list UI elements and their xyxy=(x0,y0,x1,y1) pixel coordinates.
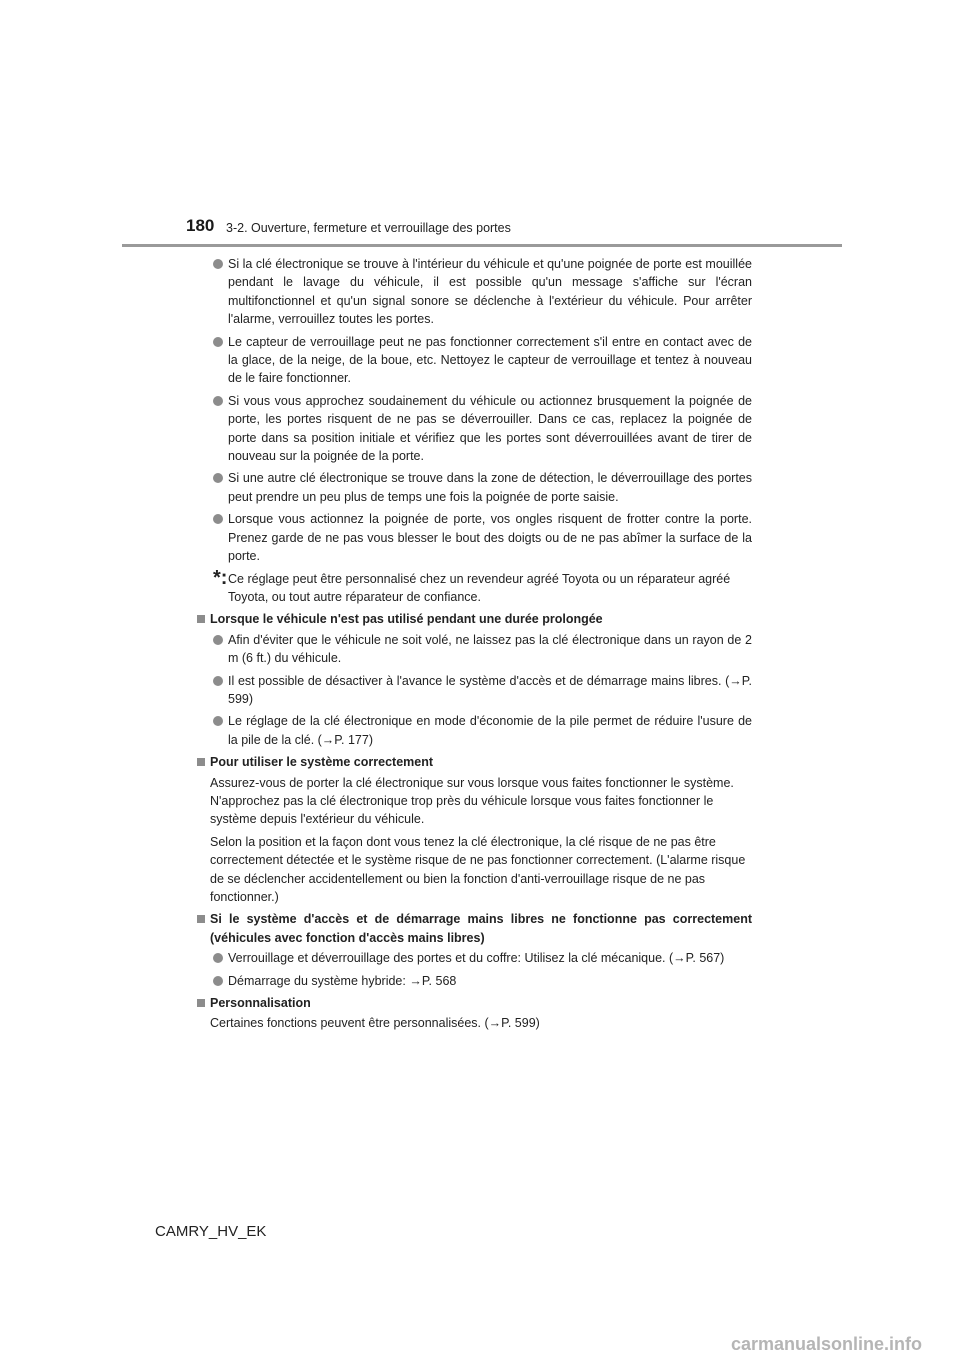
list-item: Verrouillage et déverrouillage des portes et du coffre: Utilisez la clé mécanique. (→P. 567) xyxy=(210,949,752,967)
section-heading-malfunction: Si le système d'accès et de démarrage mains libres ne fonctionne pas correctement (véhicules avec fonction d'accès mains libres) xyxy=(197,910,752,947)
paragraph: Certaines fonctions peuvent être personnalisées. (→P. 599) xyxy=(210,1016,540,1031)
page-content xyxy=(210,255,752,1037)
square-bullet-icon xyxy=(197,758,205,766)
bullet-icon xyxy=(213,953,223,963)
list-item: Le réglage de la clé électronique en mode d'économie de la pile permet de réduire l'usure de la pile de la clé. (→P. 177) xyxy=(210,712,752,749)
bullet-icon xyxy=(213,716,223,726)
watermark: carmanualsonline.info xyxy=(730,1334,922,1354)
section-heading-personalization: Personnalisation xyxy=(197,994,752,1012)
bullet-icon xyxy=(213,676,223,686)
list-item: Si une autre clé électronique se trouve dans la zone de détection, le déverrouillage des portes peut prendre un peu plus de temps une fois la poignée de porte saisie. xyxy=(210,469,752,506)
section-heading-long-unused: Lorsque le véhicule n'est pas utilisé pendant une durée prolongée xyxy=(197,610,752,628)
footnote-marker: *: xyxy=(213,566,228,589)
page-number: 180 xyxy=(186,216,215,235)
bullet-icon xyxy=(213,976,223,986)
list-item: Si vous vous approchez soudainement du véhicule ou actionnez brusquement la poignée de porte, les portes risquent de ne pas se déverrouiller. Dans ce cas, replacez la poignée de porte dans sa position initiale et vérifiez que les portes sont déverrouillées avant de tirer de nouveau sur la poignée de la porte. xyxy=(210,392,752,466)
bullet-icon xyxy=(213,635,223,645)
section-heading-correct-use: Pour utiliser le système correctement xyxy=(197,753,752,771)
paragraph: Selon la position et la façon dont vous tenez la clé électronique, la clé risque de ne pas être correctement détectée et le système risque de ne pas fonctionner correctement. (L'alarme risque de se déclencher accidentellement ou bien la fonction d'anti-verrouillage risque de ne pas fonctionner.) xyxy=(210,834,746,904)
square-bullet-icon xyxy=(197,615,205,623)
section-title: 3-2. Ouverture, fermeture et verrouillage des portes xyxy=(226,221,511,235)
list-item: Démarrage du système hybride: →P. 568 xyxy=(210,972,752,990)
footnote-text: Ce réglage peut être personnalisé chez un revendeur agréé Toyota ou un réparateur agréé Toyota, ou tout autre réparateur de confiance. xyxy=(228,571,731,604)
header-divider xyxy=(122,244,842,247)
bullet-icon xyxy=(213,337,223,347)
footnote xyxy=(210,566,752,607)
bullet-icon xyxy=(213,396,223,406)
bullet-icon xyxy=(213,259,223,269)
list-item: Il est possible de désactiver à l'avance le système d'accès et de démarrage mains libres. (→P. 599) xyxy=(210,672,752,709)
list-item: Afin d'éviter que le véhicule ne soit volé, ne laissez pas la clé électronique dans un rayon de 2 m (6 ft.) du véhicule. xyxy=(210,631,752,668)
bullet-icon xyxy=(213,473,223,483)
bullet-icon xyxy=(213,514,223,524)
list-item: Si la clé électronique se trouve à l'intérieur du véhicule et qu'une poignée de porte est mouillée pendant le lavage du véhicule, il est possible qu'un message s'affiche sur l'écran multifonctionnel et qu'un signal sonore se déclenche à l'extérieur du véhicule. Pour arrêter l'alarme, verrouillez toutes les portes. xyxy=(210,255,752,329)
square-bullet-icon xyxy=(197,915,205,923)
square-bullet-icon xyxy=(197,999,205,1007)
list-item: Le capteur de verrouillage peut ne pas fonctionner correctement s'il entre en contact avec de la glace, de la neige, de la boue, etc. Nettoyez le capteur de verrouillage et tentez à nouveau de le faire fonctionner. xyxy=(210,333,752,388)
paragraph: Assurez-vous de porter la clé électronique sur vous lorsque vous faites fonctionner le système. N'approchez pas la clé électronique trop près du véhicule lorsque vous faites fonctionner le système depuis l'extérieur du véhicule. xyxy=(210,775,734,827)
list-item: Lorsque vous actionnez la poignée de porte, vos ongles risquent de frotter contre la porte. Prenez garde de ne pas vous blesser le bout des doigts ou de ne pas abîmer la surface de la porte. xyxy=(210,510,752,565)
model-code: CAMRY_HV_EK xyxy=(155,1223,267,1240)
page-header xyxy=(186,216,846,242)
